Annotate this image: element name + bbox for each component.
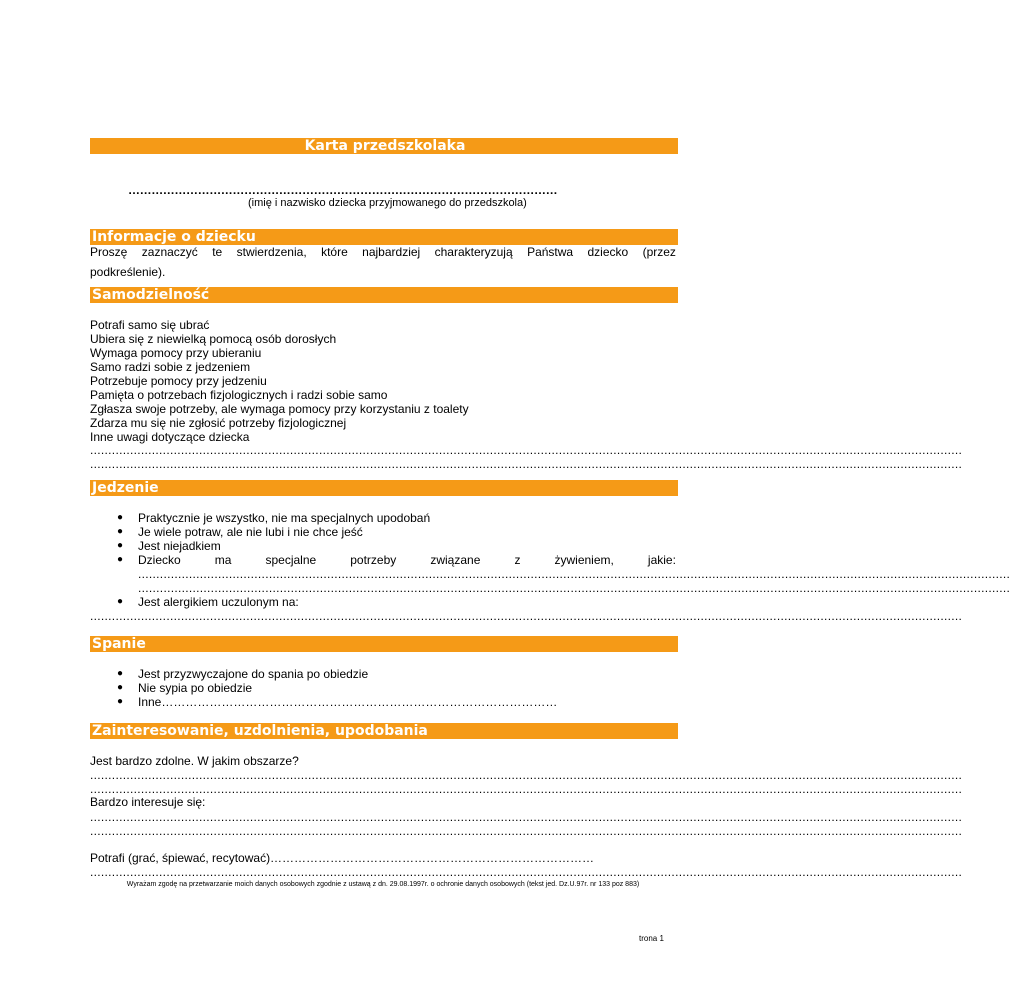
dotted-answer-line[interactable]: ................................................................................................................................................................................................................................................ [90, 768, 963, 782]
document-title: Karta przedszkolaka [90, 138, 678, 154]
word: charakteryzują [434, 245, 513, 259]
list-item: Nie sypia po obiedzie [138, 681, 253, 695]
bullet-icon: ● [117, 554, 124, 565]
info-intro-line2: podkreślenie). [90, 265, 166, 279]
word: z [514, 553, 521, 567]
section-heading-spanie: Spanie [90, 636, 678, 652]
word: które [321, 245, 348, 259]
child-name-line[interactable]: ………………………………………………………………………………………………… [128, 183, 558, 197]
dotted-answer-line[interactable]: ................................................................................................................................................................................................................................................ [90, 609, 963, 623]
word: najbardziej [362, 245, 421, 259]
word: specjalne [265, 553, 317, 567]
word: stwierdzenia, [236, 245, 307, 259]
word: związane [430, 553, 481, 567]
page-number: trona 1 [639, 934, 664, 943]
list-item: Zgłasza swoje potrzeby, ale wymaga pomocy przy korzystaniu z toalety [90, 402, 469, 416]
bullet-icon: ● [117, 668, 124, 679]
list-item: Potrzebuje pomocy przy jedzeniu [90, 374, 267, 388]
word: Proszę [90, 245, 128, 259]
word: potrzeby [350, 553, 397, 567]
child-name-caption: (imię i nazwisko dziecka przyjmowanego do przedszkola) [248, 197, 527, 209]
list-item: Potrafi samo się ubrać [90, 318, 210, 332]
list-item: Jest niejadkiem [138, 539, 221, 553]
section-heading-jedzenie: Jedzenie [90, 480, 678, 496]
dotted-answer-line[interactable]: ................................................................................................................................................................................................................................................ [90, 824, 963, 838]
word: te [212, 245, 223, 259]
list-item: Wymaga pomocy przy ubieraniu [90, 346, 262, 360]
word: ma [214, 553, 232, 567]
list-item: Inne uwagi dotyczące dziecka [90, 430, 250, 444]
question-interest: Bardzo interesuje się: [90, 795, 206, 809]
section-heading-samodzielnosc: Samodzielność [90, 287, 678, 303]
list-item: Jest przyzwyczajone do spania po obiedzie [138, 667, 369, 681]
dotted-answer-line[interactable]: ................................................................................................................................................................................................................................................ [138, 581, 1010, 595]
list-item: Je wiele potraw, ale nie lubi i nie chce jeść [138, 525, 363, 539]
bullet-icon: ● [117, 596, 124, 607]
list-item-other[interactable]: Inne……………………………………………………………………………………… [138, 695, 558, 709]
dotted-answer-line[interactable]: ................................................................................................................................................................................................................................................ [90, 443, 963, 457]
list-item: Praktycznie je wszystko, nie ma specjalnych upodobań [138, 511, 431, 525]
list-item: Ubiera się z niewielką pomocą osób dorosłych [90, 332, 337, 346]
list-item: Pamięta o potrzebach fizjologicznych i radzi sobie samo [90, 388, 388, 402]
word: żywieniem, [554, 553, 614, 567]
list-item-special-needs [138, 553, 676, 567]
word: jakie: [647, 553, 676, 567]
dotted-answer-line[interactable]: ................................................................................................................................................................................................................................................ [90, 457, 963, 471]
section-heading-info: Informacje o dziecku [90, 229, 678, 245]
word: Państwa [527, 245, 574, 259]
dotted-answer-line[interactable]: ................................................................................................................................................................................................................................................ [90, 810, 963, 824]
section-heading-zainteresowania: Zainteresowanie, uzdolnienia, upodobania [90, 723, 678, 739]
consent-note: Wyrażam zgodę na przetwarzanie moich danych osobowych zgodnie z ustawą z dn. 29.08.1997r. o ochronie danych osobowych (tekst jed. Dz.U.97r. nr 133 poz 883) [126, 881, 640, 888]
bullet-icon: ● [117, 526, 124, 537]
word: (przez [642, 245, 676, 259]
bullet-icon: ● [117, 540, 124, 551]
info-intro-line1 [90, 245, 676, 259]
dotted-answer-line[interactable]: ................................................................................................................................................................................................................................................ [90, 865, 963, 879]
word: Dziecko [138, 553, 181, 567]
bullet-icon: ● [117, 512, 124, 523]
list-item-allergy: Jest alergikiem uczulonym na: [138, 595, 299, 609]
list-item: Samo radzi sobie z jedzeniem [90, 360, 251, 374]
question-talent: Jest bardzo zdolne. W jakim obszarze? [90, 754, 299, 768]
bullet-icon: ● [117, 682, 124, 693]
dotted-answer-line[interactable]: ................................................................................................................................................................................................................................................ [90, 782, 963, 796]
dotted-answer-line[interactable]: ................................................................................................................................................................................................................................................ [138, 567, 1010, 581]
question-can[interactable]: Potrafi (grać, śpiewać, recytować)……………………………………………………………………… [90, 851, 595, 865]
bullet-icon: ● [117, 696, 124, 707]
word: zaznaczyć [141, 245, 198, 259]
word: dziecko [587, 245, 629, 259]
list-item: Zdarza mu się nie zgłosić potrzeby fizjologicznej [90, 416, 347, 430]
